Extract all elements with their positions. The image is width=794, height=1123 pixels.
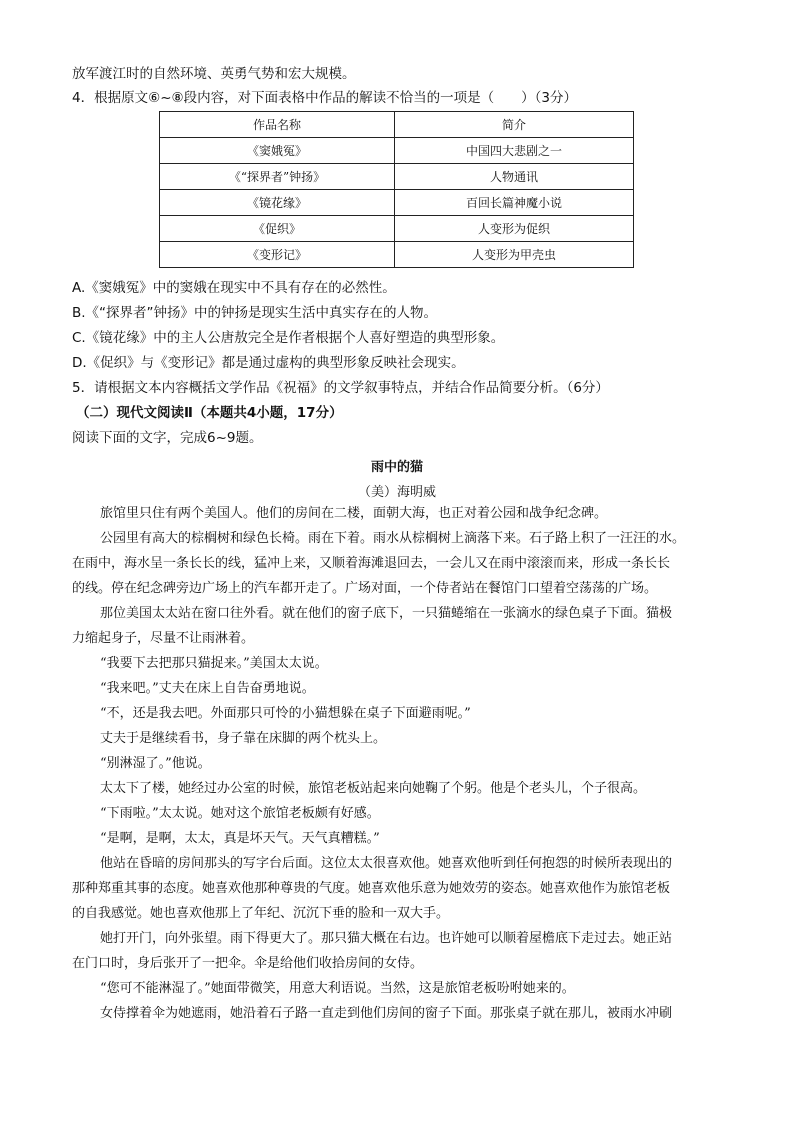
table-cell: 《窦娥冤》 bbox=[160, 138, 395, 164]
table-header-cell: 简介 bbox=[395, 112, 634, 138]
passage-line: “别淋湿了。”他说。 bbox=[100, 756, 211, 771]
passage-line: “我来吧。”丈夫在床上自告奋勇地说。 bbox=[100, 681, 315, 696]
intro-line: 放军渡江时的自然环境、英勇气势和宏大规模。 bbox=[72, 66, 356, 82]
question-4-stem: 4．根据原文⑥~⑧段内容，对下面表格中作品的解读不恰当的一项是（ ）（3分） bbox=[72, 90, 577, 106]
passage-line: 公园里有高大的棕榈树和绿色长椅。雨在下着。雨水从棕榈树上滴落下来。石子路上积了一汪汪的水。 bbox=[100, 531, 686, 546]
passage-line: “下雨啦。”太太说。她对这个旅馆老板颇有好感。 bbox=[100, 806, 380, 821]
passage-line: 他站在昏暗的房间那头的写字台后面。这位太太很喜欢他。她喜欢他听到任何抱怨的时候所表现出的 bbox=[100, 856, 673, 871]
table-cell: 人变形为甲壳虫 bbox=[395, 242, 634, 268]
option-b: B.《“探界者”钟扬》中的钟扬是现实生活中真实存在的人物。 bbox=[72, 305, 438, 321]
section-instruction: 阅读下面的文字，完成6~9题。 bbox=[72, 430, 263, 446]
table-cell: 《变形记》 bbox=[160, 242, 395, 268]
passage-line: 力缩起身子，尽量不让雨淋着。 bbox=[72, 631, 255, 646]
table-header-cell: 作品名称 bbox=[160, 112, 395, 138]
table-row bbox=[160, 164, 634, 190]
table-row bbox=[160, 242, 634, 268]
passage-line: 在雨中，海水呈一条长长的线，猛冲上来，又顺着海滩退回去，一会儿又在雨中滚滚而来，形成一条长长 bbox=[72, 556, 671, 571]
section-heading: （二）现代文阅读Ⅱ（本题共4小题，17分） bbox=[76, 405, 343, 421]
table-row bbox=[160, 216, 634, 242]
passage-line: 旅馆里只住有两个美国人。他们的房间在二楼，面朝大海，也正对着公园和战争纪念碑。 bbox=[100, 506, 608, 521]
question-5: 5．请根据文本内容概括文学作品《祝福》的文学叙事特点，并结合作品简要分析。（6分） bbox=[72, 380, 609, 396]
passage-line: 女侍撑着伞为她遮雨，她沿着石子路一直走到他们房间的窗子下面。那张桌子就在那儿，被雨水冲刷 bbox=[100, 1006, 673, 1021]
passage-line: 那种郑重其事的态度。她喜欢他那种尊贵的气度。她喜欢他乐意为她效劳的姿态。她喜欢他作为旅馆老板 bbox=[72, 881, 671, 896]
table-cell: 中国四大悲剧之一 bbox=[395, 138, 634, 164]
passage-line: 她打开门，向外张望。雨下得更大了。那只猫大概在右边。也许她可以顺着屋檐底下走过去。她正站 bbox=[100, 931, 673, 946]
passage-line: 丈夫于是继续看书，身子靠在床脚的两个枕头上。 bbox=[100, 731, 387, 746]
table-cell: 《“探界者”钟扬》 bbox=[160, 164, 395, 190]
table-cell: 《促织》 bbox=[160, 216, 395, 242]
passage-line: 的线。停在纪念碑旁边广场上的汽车都开走了。广场对面，一个侍者站在餐馆门口望着空荡荡的广场。 bbox=[72, 581, 658, 596]
passage-title: 雨中的猫 bbox=[370, 460, 423, 475]
option-a: A.《窦娥冤》中的窦娥在现实中不具有存在的必然性。 bbox=[72, 280, 396, 296]
table-row bbox=[160, 190, 634, 216]
table-cell: 百回长篇神魔小说 bbox=[395, 190, 634, 216]
table-cell: 《镜花缘》 bbox=[160, 190, 395, 216]
passage-line: “是啊，是啊，太太，真是坏天气。天气真糟糕。” bbox=[100, 831, 380, 846]
passage-line: “不，还是我去吧。外面那只可怜的小猫想躲在桌子下面避雨呢。” bbox=[100, 706, 471, 721]
option-d: D.《促织》与《变形记》都是通过虚构的典型形象反映社会现实。 bbox=[72, 355, 465, 371]
passage-line: “我要下去把那只猫捉来。”美国太太说。 bbox=[100, 656, 328, 671]
option-c: C.《镜花缘》中的主人公唐敖完全是作者根据个人喜好塑造的典型形象。 bbox=[72, 330, 505, 346]
passage-line: 在门口时，身后张开了一把伞。伞是给他们收拾房间的女侍。 bbox=[72, 956, 424, 971]
table-cell: 人变形为促织 bbox=[395, 216, 634, 242]
table-cell: 人物通讯 bbox=[395, 164, 634, 190]
passage-line: “您可不能淋湿了。”她面带微笑，用意大利语说。当然，这是旅馆老板吩咐她来的。 bbox=[100, 981, 575, 996]
passage-line: 太太下了楼，她经过办公室的时候，旅馆老板站起来向她鞠了个躬。他是个老头儿，个子很高。 bbox=[100, 781, 647, 796]
passage-author: （美）海明威 bbox=[357, 485, 436, 500]
passage-line: 的自我感觉。她也喜欢他那上了年纪、沉沉下垂的脸和一双大手。 bbox=[72, 906, 450, 921]
works-table bbox=[159, 111, 634, 268]
table-row bbox=[160, 138, 634, 164]
passage-line: 那位美国太太站在窗口往外看。就在他们的窗子底下，一只猫蜷缩在一张滴水的绿色桌子下面。猫极 bbox=[100, 606, 673, 621]
table-header-row bbox=[160, 112, 634, 138]
